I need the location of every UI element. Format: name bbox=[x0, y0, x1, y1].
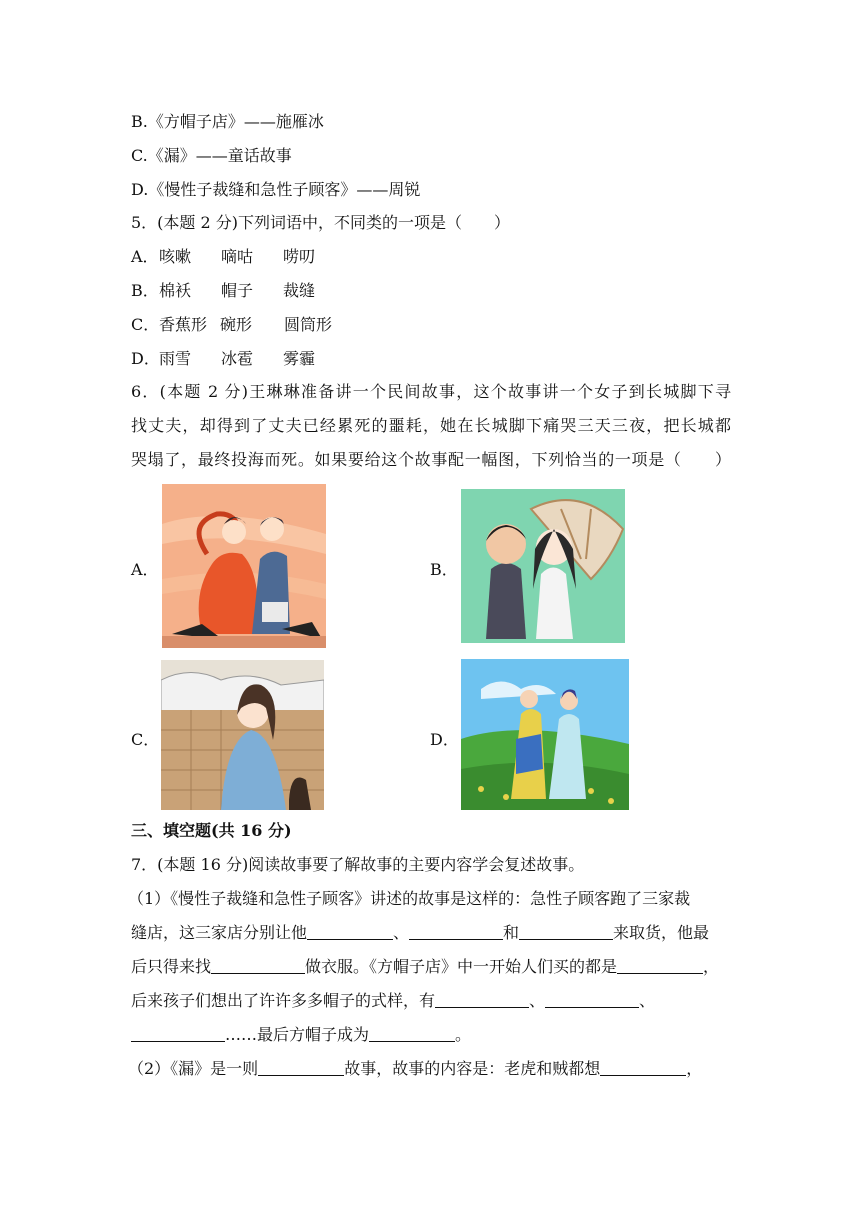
q7-p1-line bbox=[131, 956, 719, 978]
option-word: 咳嗽 bbox=[159, 247, 192, 266]
q7-p1-line: （1）《慢性子裁缝和急性子顾客》讲述的故事是这样的：急性子顾客跑了三家裁 bbox=[128, 889, 691, 908]
q4-option-b: B.《方帽子店》——施雁冰 bbox=[131, 112, 324, 131]
option-c-illustration bbox=[161, 660, 324, 810]
text: 、 bbox=[529, 991, 546, 1010]
q5-option-b bbox=[131, 280, 315, 302]
answer-blank[interactable] bbox=[600, 1059, 686, 1076]
answer-blank[interactable] bbox=[519, 923, 613, 940]
q7-p1-line bbox=[131, 990, 655, 1012]
text: ……最后方帽子成为 bbox=[225, 1025, 370, 1044]
option-word: 裁缝 bbox=[283, 281, 316, 300]
answer-blank[interactable] bbox=[369, 1025, 455, 1042]
option-letter: B． bbox=[131, 281, 159, 300]
option-word: 雾霾 bbox=[283, 349, 316, 368]
text: （2）《漏》是一则 bbox=[128, 1059, 259, 1078]
text: 做衣服。《方帽子店》中一开始人们买的都是 bbox=[305, 957, 618, 976]
answer-blank[interactable] bbox=[545, 991, 639, 1008]
q4-option-c: C.《漏》——童话故事 bbox=[131, 146, 292, 165]
option-letter: D． bbox=[131, 349, 160, 368]
text: 故事，故事的内容是：老虎和贼都想 bbox=[344, 1059, 601, 1078]
q5-option-d bbox=[131, 348, 315, 370]
text: 后只得来找 bbox=[131, 957, 212, 976]
q6-label-d: D． bbox=[430, 730, 459, 749]
q5-option-a bbox=[131, 246, 315, 268]
option-word: 碗形 bbox=[220, 315, 253, 334]
q6-label-b: B． bbox=[430, 560, 458, 579]
option-word: 唠叨 bbox=[283, 247, 316, 266]
section-heading: 三、填空题(共 16 分) bbox=[131, 821, 292, 840]
option-word: 雨雪 bbox=[159, 349, 192, 368]
umbrella-couple-illustration bbox=[461, 489, 625, 643]
option-letter: A． bbox=[131, 247, 159, 266]
text: ， bbox=[703, 957, 720, 976]
text: 。 bbox=[455, 1025, 472, 1044]
q4-option-d: D.《慢性子裁缝和急性子顾客》——周锐 bbox=[131, 180, 421, 199]
q5-stem: 5．(本题 2 分)下列词语中，不同类的一项是（ ） bbox=[131, 213, 511, 232]
option-word: 棉袄 bbox=[159, 281, 192, 300]
q5-option-c bbox=[131, 314, 332, 336]
q7-p2-line bbox=[128, 1058, 702, 1080]
answer-blank[interactable] bbox=[258, 1059, 344, 1076]
text: ， bbox=[686, 1059, 703, 1078]
option-d-illustration bbox=[461, 659, 629, 810]
q7-p1-line bbox=[131, 922, 709, 944]
answer-blank[interactable] bbox=[409, 923, 503, 940]
option-word: 帽子 bbox=[221, 281, 254, 300]
option-word: 圆筒形 bbox=[284, 315, 333, 334]
text: 、 bbox=[393, 923, 410, 942]
great-wall-weeping-illustration bbox=[161, 660, 324, 810]
q6-label-c: C． bbox=[131, 730, 160, 749]
meadow-couple-illustration bbox=[461, 659, 629, 810]
option-a-illustration bbox=[162, 484, 326, 648]
answer-blank[interactable] bbox=[211, 957, 305, 974]
q7-p1-line bbox=[131, 1024, 471, 1046]
q6-stem-line: 找丈夫，却得到了丈夫已经累死的噩耗，她在长城脚下痛哭三天三夜，把长城都 bbox=[131, 416, 731, 435]
q7-stem: 7．(本题 16 分)阅读故事要了解故事的主要内容学会复述故事。 bbox=[131, 855, 585, 874]
answer-blank[interactable] bbox=[307, 923, 393, 940]
answer-blank[interactable] bbox=[131, 1025, 225, 1042]
answer-blank[interactable] bbox=[617, 957, 703, 974]
option-word: 冰雹 bbox=[221, 349, 254, 368]
couple-illustration bbox=[162, 484, 326, 648]
option-word: 嘀咕 bbox=[221, 247, 254, 266]
text: 和 bbox=[503, 923, 520, 942]
q6-label-a: A． bbox=[131, 560, 159, 579]
q6-stem-line: 6．(本题 2 分)王琳琳准备讲一个民间故事，这个故事讲一个女子到长城脚下寻 bbox=[131, 382, 731, 401]
q6-stem-line: 哭塌了，最终投海而死。如果要给这个故事配一幅图，下列恰当的一项是（ ） bbox=[131, 450, 731, 469]
text: 来取货，他最 bbox=[613, 923, 710, 942]
option-word: 香蕉形 bbox=[159, 315, 208, 334]
option-letter: C． bbox=[131, 315, 160, 334]
option-b-illustration bbox=[461, 489, 625, 643]
text: 缝店，这三家店分别让他 bbox=[131, 923, 308, 942]
text: 后来孩子们想出了许许多多帽子的式样，有 bbox=[131, 991, 436, 1010]
answer-blank[interactable] bbox=[435, 991, 529, 1008]
text: 、 bbox=[639, 991, 656, 1010]
